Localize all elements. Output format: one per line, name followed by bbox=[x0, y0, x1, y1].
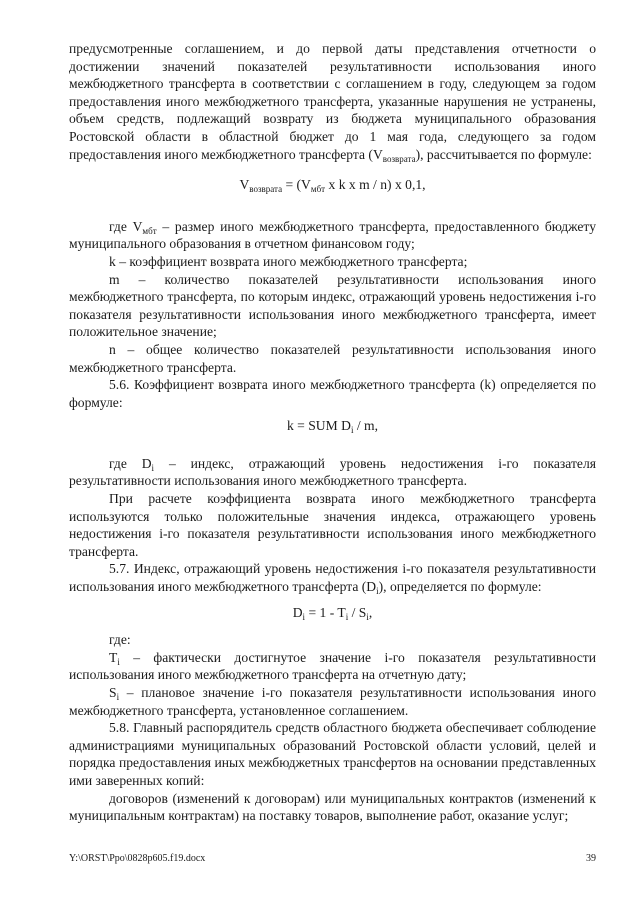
paragraph-positive-values: При расчете коэффициента возврата иного межбюджетного трансферта используются только положительные значения индекса, отражающего уровень недостижения i-го показателя результативности использования иного межбюджетного трансферта. bbox=[69, 491, 596, 559]
formula-index-d: $D_i = 1 - T_i / S_i$, bbox=[292, 604, 373, 622]
page-footer bbox=[69, 853, 596, 864]
paragraph-contracts: договоров (изменений к договорам) или муниципальных контрактов (изменений к муниципальным контрактам) на поставку товаров, выполнение работ, оказание услуг; bbox=[69, 790, 596, 824]
document-body bbox=[69, 40, 596, 825]
page-number: 39 bbox=[586, 853, 596, 864]
where-label: где: bbox=[109, 632, 131, 648]
file-path: Y:\ORST\Ppo\0828p605.f19.docx bbox=[69, 853, 206, 864]
definition-t-i: $T_i$ – фактически достигнутое значение i-го показателя результативности использования иного межбюджетного трансферта на отчетную дату; bbox=[69, 649, 596, 683]
definition-s-i: $S_i$ – плановое значение i-го показателя результативности использования иного межбюджетного трансферта, установленное соглашением. bbox=[69, 685, 596, 718]
definition-d-i: где $D_i$ – индекс, отражающий уровень недостижения i-го показателя результативности использования иного межбюджетного трансферта. bbox=[69, 455, 596, 489]
paragraph-continuation: предусмотренные соглашением, и до первой даты представления отчетности о достижении значений показателей результативности использования иного межбюджетного трансферта в соответствии с соглашением в году, следующем за годом предоставления иного межбюджетного трансферта, указанные нарушения не устранены, объем средств, подлежащий возврату из бюджета муниципального образования Ростовской области в областной бюджет до 1 мая года, следующего за годом предоставления иного межбюджетного трансферта $(V_{возврата})$, рассчитывается по формуле: bbox=[69, 41, 596, 164]
formula-return-volume: $V_{возврата} = (V_{мбт}$ x k x m / n) x 0,1, bbox=[239, 177, 426, 195]
definition-n: n – общее количество показателей результативности использования иного межбюджетного трансферта. bbox=[69, 341, 596, 375]
definition-m: m – количество показателей результативности использования иного межбюджетного трансферта, по которым индекс, отражающий уровень недостижения i-го показателя результативности использования иного межбюджетного трансферта, имеет положительное значение; bbox=[69, 271, 596, 340]
definition-v-mbt: где $V_{мбт}$ – размер иного межбюджетного трансферта, предоставленного бюджету муниципального образования в отчетном финансовом году; bbox=[69, 218, 596, 252]
clause-5-7: 5.7. Индекс, отражающий уровень недостижения i-го показателя результативности использования иного межбюджетного трансферта $(D_i)$, определяется по формуле: bbox=[69, 561, 596, 597]
definition-k: k – коэффициент возврата иного межбюджетного трансферта; bbox=[109, 253, 468, 269]
clause-5-6: 5.6. Коэффициент возврата иного межбюджетного трансферта (k) определяется по формуле: bbox=[69, 377, 596, 410]
clause-5-8: 5.8. Главный распорядитель средств областного бюджета обеспечивает соблюдение администрациями муниципальных образований Ростовской области условий, целей и порядка предоставления иных межбюджетных трансфертов на основании представленных ими заверенных копий: bbox=[69, 720, 596, 788]
formula-coefficient-k: k = SUM $D_i$ / m, bbox=[286, 418, 378, 436]
